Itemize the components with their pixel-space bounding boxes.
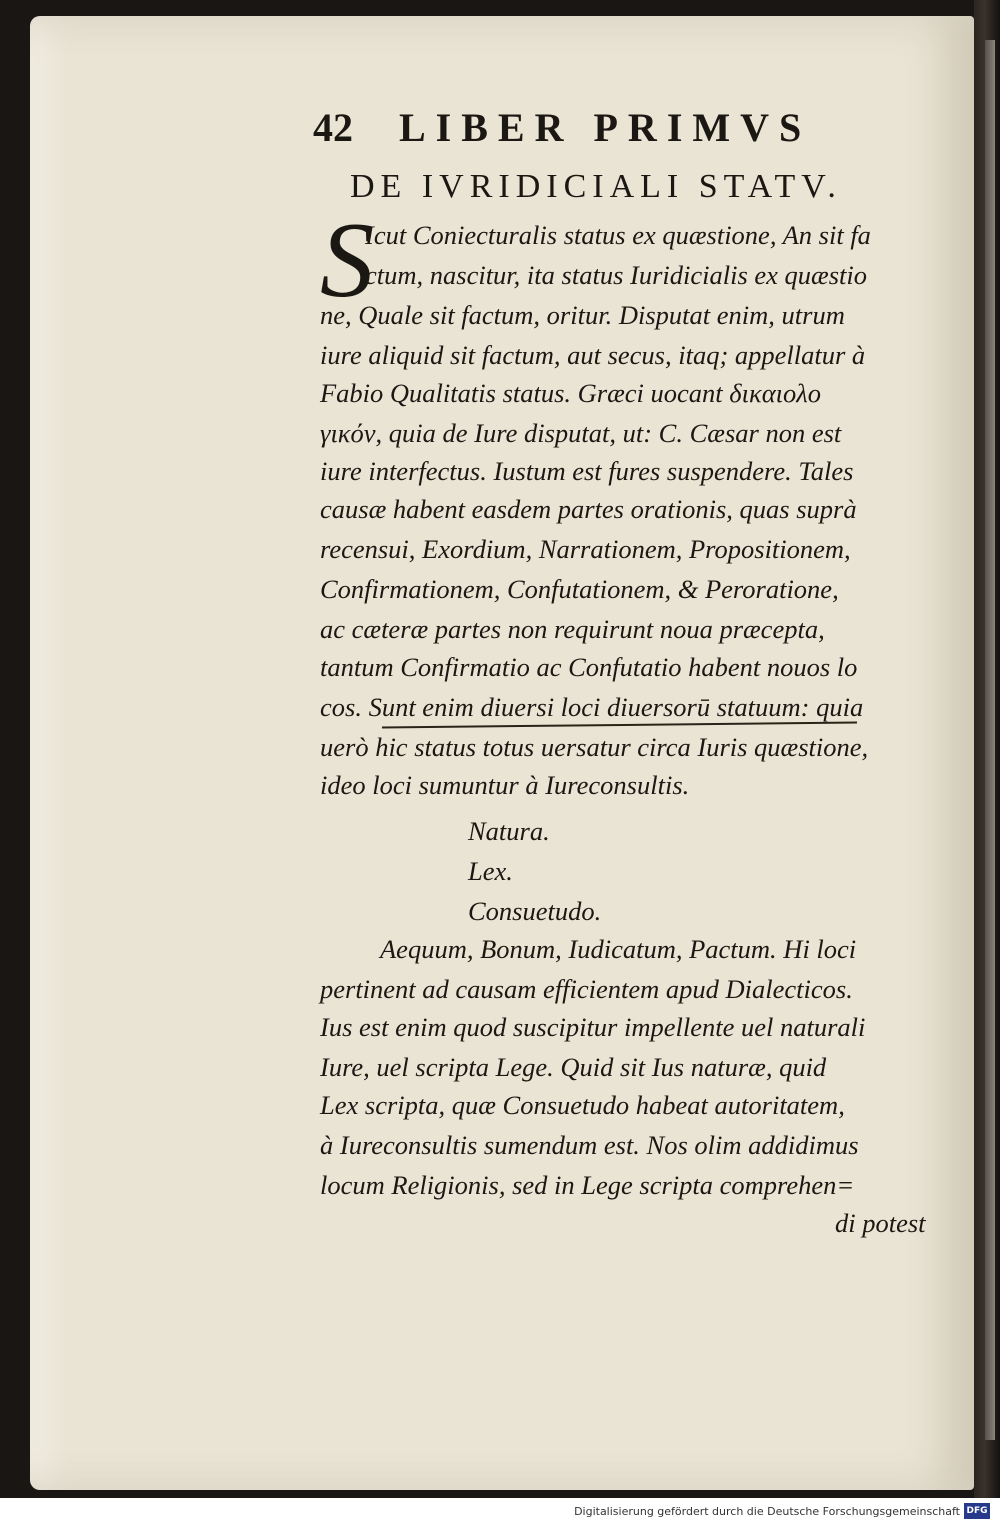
drop-cap: S bbox=[320, 201, 374, 320]
section-title: DE IVRIDICIALI STATV. bbox=[350, 168, 842, 205]
text-line: ne, Quale sit factum, oritur. Disputat enim, utrum bbox=[320, 300, 845, 330]
dfg-logo-icon: DFG bbox=[964, 1503, 990, 1519]
book-page bbox=[30, 16, 974, 1490]
footer-credit: Digitalisierung gefördert durch die Deutsche Forschungsgemeinschaft bbox=[574, 1505, 960, 1518]
text-line: iure interfectus. Iustum est fures suspendere. Tales bbox=[320, 456, 854, 486]
text-line: ideo loci sumuntur à Iureconsultis. bbox=[320, 770, 690, 800]
text-line: causæ habent easdem partes orationis, quas suprà bbox=[320, 494, 857, 524]
text-line: à Iureconsultis sumendum est. Nos olim addidimus bbox=[320, 1130, 859, 1160]
text-line: Lex scripta, quæ Consuetudo habeat autoritatem, bbox=[320, 1090, 845, 1120]
text-line: Lex. bbox=[468, 856, 513, 886]
handwritten-underline bbox=[382, 722, 857, 729]
text-line: Natura. bbox=[468, 816, 550, 846]
book-binding-edge bbox=[974, 0, 1000, 1498]
running-head bbox=[313, 104, 873, 154]
footer bbox=[0, 1498, 1000, 1526]
text-line: Consuetudo. bbox=[468, 896, 602, 926]
text-line: Fabio Qualitatis status. Græci uocant δικαιολο bbox=[320, 378, 821, 408]
text-line: iure aliquid sit factum, aut secus, itaq; appellatur à bbox=[320, 340, 866, 370]
text-line: cos. Sunt enim diuersi loci diuersorū statuum: quia bbox=[320, 692, 864, 722]
page-number: 42 bbox=[313, 105, 353, 150]
text-line: locum Religionis, sed in Lege scripta comprehen= bbox=[320, 1170, 855, 1200]
text-line: ctum, nascitur, ita status Iuridicialis ex quæstio bbox=[365, 260, 868, 290]
text-line: tantum Confirmatio ac Confutatio habent nouos lo bbox=[320, 652, 858, 682]
text-line: recensui, Exordium, Narrationem, Propositionem, bbox=[320, 534, 851, 564]
text-line: ac cæteræ partes non requirunt noua præcepta, bbox=[320, 614, 825, 644]
text-line: uerò hic status totus uersatur circa Iuris quæstione, bbox=[320, 732, 869, 762]
running-head-title: LIBER PRIMVS bbox=[399, 105, 812, 150]
text-line: di potest bbox=[835, 1208, 926, 1238]
text-line: γικόν, quia de Iure disputat, ut: C. Cæsar non est bbox=[320, 418, 842, 448]
text-line: Confirmationem, Confutationem, & Peroratione, bbox=[320, 574, 839, 604]
text-line: Icut Coniecturalis status ex quæstione, An sit fa bbox=[365, 220, 871, 250]
scan-ruler bbox=[985, 40, 995, 1440]
text-line: pertinent ad causam efficientem apud Dialecticos. bbox=[320, 974, 853, 1004]
text-line: Aequum, Bonum, Iudicatum, Pactum. Hi loci bbox=[380, 934, 857, 964]
text-line: Ius est enim quod suscipitur impellente uel naturali bbox=[320, 1012, 866, 1042]
page-text bbox=[30, 16, 974, 1490]
text-line: Iure, uel scripta Lege. Quid sit Ius naturæ, quid bbox=[320, 1052, 827, 1082]
